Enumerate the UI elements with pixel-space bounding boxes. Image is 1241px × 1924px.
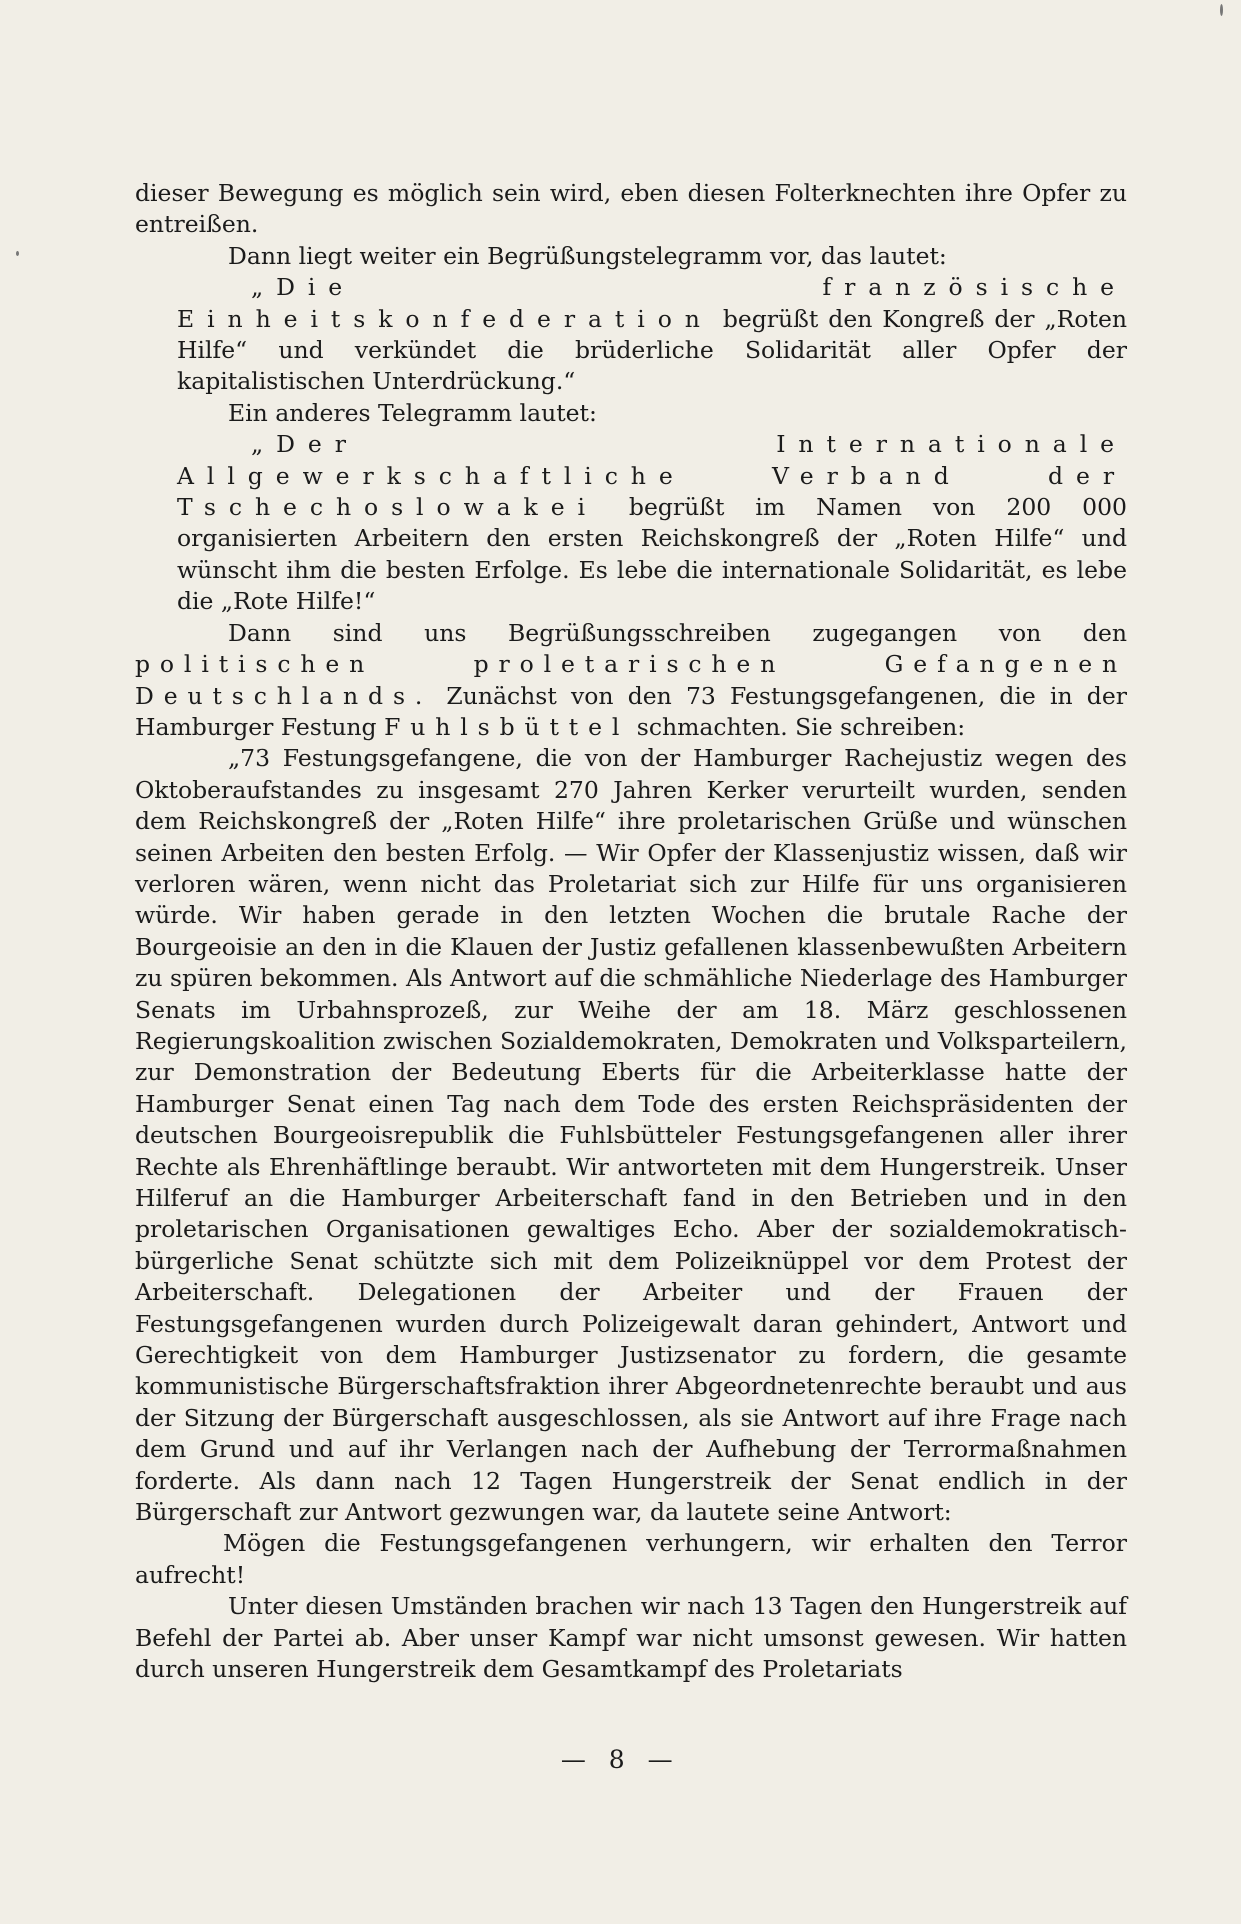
- quote-text: begrüßt im Namen von 200 000 organisierten Arbeitern den ersten Reichskongreß der „Roten Hilfe“ und wünscht ihm die besten Erfolge. Es lebe die internationale Solidarität, es lebe die „Rote Hilfe!“: [177, 493, 1127, 616]
- spaced-prisoners: politischen proletarischen Gefangenen Deutschlands.: [135, 650, 1127, 710]
- paragraph-another-telegram: Ein anderes Telegramm lautet:: [228, 398, 597, 427]
- paragraph-continuation: dieser Bewegung es möglich sein wird, eben diesen Folterknechten ihre Opfer zu entreißen.: [135, 179, 1127, 239]
- text-segment: schmachten. Sie schreiben:: [629, 712, 966, 741]
- quote-czech-telegram: [135, 429, 1127, 617]
- quote-french-telegram: [135, 272, 1127, 398]
- paragraph-prisoners-intro: [135, 618, 1127, 744]
- scan-speck: [16, 251, 19, 256]
- quote-senate-answer: Mögen die Festungsgefangenen verhungern, wir erhalten den Terror aufrecht!: [135, 1529, 1127, 1589]
- spaced-sender: „Der Internationale Allgewerkschaftliche Verband der Tschechoslowakei: [177, 430, 1127, 522]
- text-segment: Dann sind uns Begrüßungsschreiben zugegangen von den: [228, 618, 1127, 647]
- page-body: [135, 178, 1127, 1686]
- paragraph-telegram-intro: Dann liegt weiter ein Begrüßungstelegramm vor, das lautet:: [228, 241, 947, 270]
- spaced-sender: „Die französische Einheitskonfederation: [177, 273, 1127, 333]
- text-segment: Zunächst von den 73 Festungsgefangenen, die in der Hamburger Festung: [135, 681, 1127, 741]
- scan-speck: [1220, 4, 1223, 16]
- quote-text: begrüßt den Kongreß der „Roten Hilfe“ und verkündet die brüderliche Solidarität aller Opfer der kapitalistischen Unterdrückung.“: [177, 304, 1127, 396]
- quote-prisoners-letter: „73 Festungsgefangene, die von der Hamburger Rachejustiz wegen des Oktoberaufstandes zu insgesamt 270 Jahren Kerker verurteilt wurden, senden dem Reichskongreß der „Roten Hilfe“ ihre proletarischen Grüße und wünschen seinen Arbeiten den besten Erfolg. — Wir Opfer der Klassenjustiz wissen, daß wir verloren wären, wenn nicht das Proletariat sich zur Hilfe für uns organisieren würde. Wir haben gerade in den letzten Wochen die brutale Rache der Bourgeoisie an den in die Klauen der Justiz gefallenen klassenbewußten Arbeitern zu spüren bekommen. Als Antwort auf die schmähliche Niederlage des Hamburger Senats im Urbahnsprozeß, zur Weihe der am 18. März geschlossenen Regierungskoalition zwischen Sozialdemokraten, Demokraten und Volksparteilern, zur Demonstration der Bedeutung Eberts für die Arbeiterklasse hatte der Hamburger Senat einen Tag nach dem Tode des ersten Reichspräsidenten der deutschen Bourgeoisrepublik die Fuhlsbütteler Festungsgefangenen aller ihrer Rechte als Ehrenhäftlinge beraubt. Wir antworteten mit dem Hungerstreik. Unser Hilferuf an die Hamburger Arbeiterschaft fand in den Betrieben und in den proletarischen Organisationen gewaltiges Echo. Aber der sozialdemokratisch-bürgerliche Senat schützte sich mit dem Polizeiknüppel vor dem Protest der Arbeiterschaft. Delegationen der Arbeiter und der Frauen der Festungsgefangenen wurden durch Polizeigewalt daran gehindert, Antwort und Gerechtigkeit von dem Hamburger Justizsenator zu fordern, die gesamte kommunistische Bürgerschaftsfraktion ihrer Abgeordnetenrechte beraubt und aus der Sitzung der Bürgerschaft ausgeschlossen, als sie Antwort auf ihre Frage nach dem Grund und auf ihr Verlangen nach der Aufhebung der Terrormaßnahmen forderte. Als dann nach 12 Tagen Hungerstreik der Senat endlich in der Bürgerschaft zur Antwort gezwungen war, da lautete seine Antwort:: [135, 744, 1127, 1527]
- paragraph-hunger-strike-end: Unter diesen Umständen brachen wir nach 13 Tagen den Hungerstreik auf Befehl der Partei ab. Aber unser Kampf war nicht umsonst gewesen. Wir hatten durch unseren Hungerstreik dem Gesamtkampf des Proletariats: [135, 1592, 1127, 1684]
- page-number: — 8 —: [560, 1745, 681, 1774]
- spaced-place: Fuhlsbüttel: [384, 712, 630, 741]
